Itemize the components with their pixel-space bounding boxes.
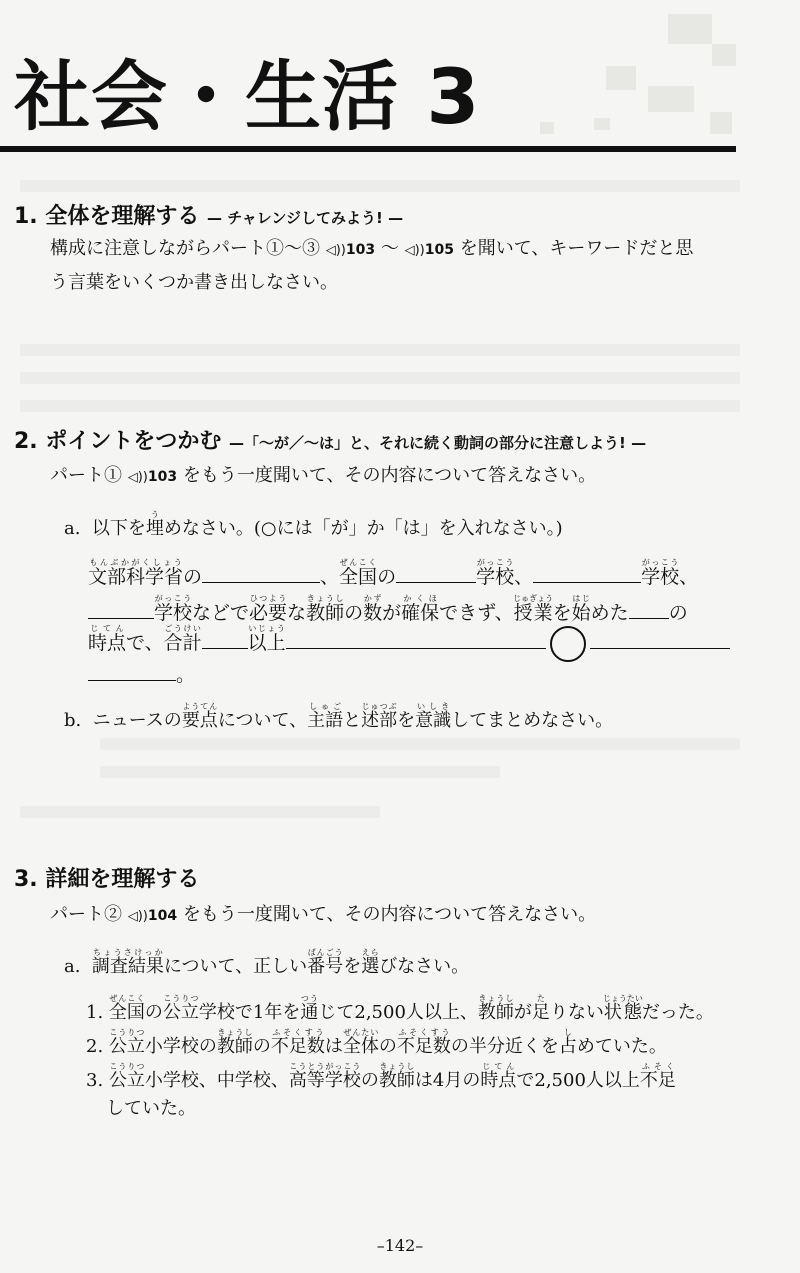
speaker-icon: ◁)) <box>127 909 148 924</box>
audio-track-103: ◁))103 <box>127 469 178 485</box>
section-1-title: 1. 全体を理解する <box>14 204 200 229</box>
decor-square <box>712 44 736 66</box>
section-3-heading: 3. 詳細を理解する <box>14 867 200 892</box>
answer-blank[interactable] <box>629 598 669 619</box>
choice-3-continued: していた。 <box>106 1098 196 1119</box>
particle-circle-blank[interactable] <box>550 626 586 662</box>
answer-blank[interactable] <box>533 562 641 583</box>
decor-square <box>606 66 636 90</box>
section-2-intro: パート① ◁))103 をもう一度聞いて、その内容について答えなさい。 <box>50 465 597 486</box>
bleed-through <box>20 400 740 412</box>
bleed-through <box>100 738 740 750</box>
audio-track-105: ◁))105 <box>404 242 454 258</box>
choice-2: 2. 公立こうりつ小学校の教師きょうしの不足数ふそくすうは全体ぜんたいの不足数ふそくすうの半分近くを占しめていた。 <box>86 1028 667 1057</box>
section-3-intro: パート② ◁))104 をもう一度聞いて、その内容について答えなさい。 <box>50 904 597 925</box>
question-label: a. <box>64 518 81 539</box>
speaker-icon: ◁)) <box>404 243 425 258</box>
speaker-icon: ◁)) <box>325 243 346 258</box>
fill-in-line-1: 文部科学省もんぶかがくしょうの 、全国ぜんこくの 学校がっこう、 学校がっこう、 <box>88 558 699 588</box>
fill-in-line-4: 。 <box>88 660 195 689</box>
audio-track-103: ◁))103 <box>325 242 376 258</box>
answer-blank[interactable] <box>88 660 176 681</box>
answer-blank[interactable] <box>202 562 320 583</box>
question-label: b. <box>64 710 82 731</box>
decor-square <box>648 86 694 112</box>
answer-blank[interactable] <box>286 628 546 649</box>
bleed-through <box>20 180 740 192</box>
bleed-through <box>20 344 740 356</box>
answer-blank[interactable] <box>88 598 154 619</box>
section-2-heading <box>14 428 646 457</box>
decor-square <box>594 118 610 130</box>
question-3a: a. 調査結果ちょうさけっかについて、正しい番号ばんごうを選えらびなさい。 <box>64 948 470 977</box>
section-1-instruction-line2: う言葉をいくつか書き出しなさい。 <box>50 272 338 293</box>
bleed-through <box>100 766 500 778</box>
question-label: a. <box>64 956 81 977</box>
section-1-heading <box>14 203 403 232</box>
question-2b: b. ニュースの要点ようてんについて、主語しゅごと述部じゅつぶを意識いしきしてまとめなさい。 <box>64 702 614 731</box>
decor-square <box>668 14 712 44</box>
choice-1: 1. 全国ぜんこくの公立こうりつ学校で1年を通つうじて2,500人以上、教師きょうしが足たりない状態じょうたいだった。 <box>86 994 714 1023</box>
bleed-through <box>20 372 740 384</box>
answer-blank[interactable] <box>202 628 248 649</box>
answer-blank[interactable] <box>590 628 730 649</box>
title-underline <box>0 146 736 152</box>
fill-in-line-2: 学校がっこうなどで必要ひつような教師きょうしの数かずが確保かくほできず、授業じゅぎょうを始はじめた の <box>88 594 688 627</box>
page-title: 社会・生活 3 <box>14 52 481 141</box>
decor-square <box>540 122 554 134</box>
choice-3: 3. 公立こうりつ小学校、中学校、高等学校こうとうがっこうの教師きょうしは4月の時点じてんで2,500人以上不足ふそく <box>86 1062 676 1091</box>
section-2-subtitle: —「～が／～は」と、それに続く動詞の部分に注意しよう! — <box>229 434 647 452</box>
section-1-subtitle: — チャレンジしてみよう! — <box>207 209 404 227</box>
question-2a: a. 以下を埋うめなさい。(○には「が」か「は」を入れなさい。) <box>64 510 563 539</box>
fill-in-line-3: 時点じてんで、合計ごうけい以上いじょう <box>88 624 730 662</box>
bleed-through <box>20 806 380 818</box>
page-number: –142– <box>376 1236 424 1255</box>
section-1-instruction-line1: 構成に注意しながらパート①～③ ◁))103 ～ ◁))105 を聞いて、キーワードだと思 <box>50 238 694 259</box>
answer-blank[interactable] <box>396 562 476 583</box>
decor-square <box>710 112 732 134</box>
audio-track-104: ◁))104 <box>127 908 178 924</box>
section-2-title: 2. ポイントをつかむ <box>14 429 222 454</box>
speaker-icon: ◁)) <box>127 470 148 485</box>
